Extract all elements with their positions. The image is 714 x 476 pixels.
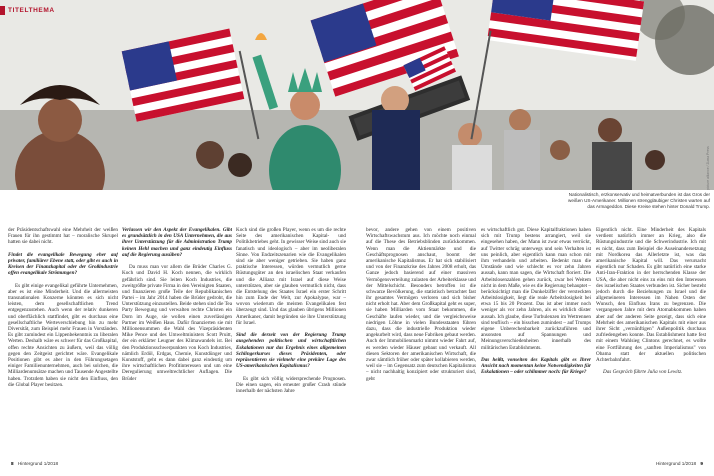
body-paragraph: Es gibt sich völlig widersprechende Prognosen. Die einen sagen, ein erneuter großer Crash stünde innerhalb der nächsten Jahre bbox=[236, 375, 346, 394]
rally-photo-illustration bbox=[0, 0, 714, 190]
text-column-6 bbox=[596, 227, 706, 459]
photo-credit: picture alliance / Zuma Press bbox=[706, 146, 710, 190]
body-paragraph: Es gibt einige evangelikal geführte Unternehmen, aber es ist eine Minderheit. Und die allermeisten transnationalen Konzerne könnten es sich nicht leisten, dem gesellschaftlichen Trend entgegenzustehen. Auch wenn der relativ dunkeren und oberflächlich stattfindet, gibt es durchaus eine gesellschaftliche Werteverschiebung hin zu mehr Diversität, zum Beispiel mehr Frauen in Vorständen. Es gibt zumindest ein Lippenbekenntnis zu liberalen Werten. Deshalb wäre es schwer für das Großkapital, offen rechte Ansichten zu äußern, weil das völlig gegen den Zeitgeist gerichtet wäre. Evangelikale Positionen gibt es aber in den Führungsetagen einiger Familienunternehmen, auch bei solchen, die Milliardenumsätze machen und Tausende Angestellte haben. Trotzdem haben sie nicht den Einfluss, den die Global Player besitzen. bbox=[8, 282, 118, 388]
interview-question: Das heißt, vonseiten des Kapitals gibt es Ihrer Ansicht nach momentan keine Notwendigkeiten für Eskalationen – oder schlimmer noch: für Kriege? bbox=[481, 356, 591, 376]
footer-right-title: Hintergrund 1/2018 bbox=[655, 461, 697, 466]
text-column-2 bbox=[122, 227, 232, 459]
body-paragraph: der Präsidentschaftswahl eine Mehrheit der weißen Frauen für ihn gestimmt hat – moralische Skrupel hatten sie dabei nicht. bbox=[8, 227, 118, 246]
interviewer-note: Das Gespräch führte Julia von Lewitz. bbox=[603, 369, 683, 376]
body-paragraph: Eigentlich nicht. Eine Minderheit des Kapitals verdient natürlich immer an Krieg, also die Rüstungsindustrie und die Schwerindustrie. Ich mit es nicht, dass zum Beispiel die Auseinandersetzung mit Nordkorea das Allerletzte ist, was das amerikanische Kapital will. Das verursacht eigentlich nur Schaden. Es gibt natürlich eine starke Anti-Iran-Fraktion in der herrschenden Klasse der USA, die aber nicht eins zu eins mit den Interessen des israelischen Staates verbunden ist. Sicher besteht jedoch durch die Beziehungen zu Israel und die allgemeineren Interessen im Nahen Osten der Wunsch, den Einfluss Irans zu begrenzen. Die vergangenen Jahre mit dem Atomabkommen haben aber auf der anderen Seite gezeigt, dass sich eine Mehrheit des amerikanischen Kapitals mit einer aus ihrer Sicht „vernünftigen" Außenpolitik durchaus zufriedengeben konnte. Das Establishment hatte fest mit einem Wahlsieg Clintons gerechnet, es wollte eine Fortführung des „sanften Imperialismus" von Obama statt der aktuellen politischen Achterbahnfahrt. bbox=[596, 227, 706, 363]
footer-right bbox=[656, 461, 706, 466]
footer-left bbox=[8, 461, 58, 466]
page-number-left: 8 bbox=[11, 461, 14, 466]
text-column-4 bbox=[366, 227, 476, 459]
photo-caption: Nationalistisch, erzkonservativ und heimatverbunden ist das Gros der weißen US-Amerikaner. Millionen strenggläubiger Christen warten auf das Armageddon. Diese Kreise stehen hinter Donald Trump. bbox=[568, 192, 710, 210]
text-column-3 bbox=[236, 227, 346, 459]
kicker-bar bbox=[0, 6, 5, 15]
interview-question: Verlassen wir den Aspekt der Evangelikalen. Gibt es grundsätzlich in den USA Unternehmen, die aus ihrer Unterstützung für die Administration Trump keinen Hehl machen und ganz eindeutig Einfluss auf die Regierung ausüben? bbox=[122, 227, 232, 258]
section-kicker: TITELTHEMA bbox=[8, 7, 55, 14]
text-column-1 bbox=[8, 227, 118, 459]
text-column-5 bbox=[481, 227, 591, 459]
footer-left-title: Hintergrund 1/2018 bbox=[17, 461, 59, 466]
body-paragraph: es wirtschaftlich gut. Diese Kapitalfraktionen haben sich mit Trump bestens arrangiert, weil sie eingesehen haben, der Mann ist zwar etwas verrückt, auf Twitter schräg unterwegs und sein Verhalten ist uns peinlich, aber eigentlich kann man schon mit ihm verhandeln und arbeiten. Bedenkt man die Umstände und wie schlecht es vor zehn Jahren aussah, kann man sagen, die Wirtschaft floriert. Die Arbeitslosenzahlen gehen zurück, zwar bei Weitem nicht in dem Maße, wie es die Regierung behauptet – berücksichtigt man die Dunkelziffer der versteckten Arbeitslosigkeit, liegt die reale Arbeitslosigkeit bei etwa 15 bis 20 Prozent. Das ist aber immer noch weniger als vor zehn Jahren, als es wirklich düster aussah. Ich glaube, diese Turbulenzen im Wettrennen sind teuflisch – ein bisschen zumindest – auf Trumps eigene Unberechenbarkeit zurückzuführen und ansonsten auf Spannungen und Meinungsverschiedenheiten innerhalb des militärischen Establishments. bbox=[481, 227, 591, 351]
hero-photo bbox=[0, 0, 714, 190]
body-paragraph: Koch sind die großen Player, wenn es um die rechte Seite des amerikanischen Kapital- und Politikbetriebes geht. In gewisser Weise sind auch sie fanatisch und ideologisch – aber im neoliberalen Sinne. Von Endzeitszenarien wie die Evangelikalen sind sie aber weniger getrieben. Sie haben ganz praktische Interessen, würden vermutlich gerne Rüstungsgüter an den israelischen Staat verkaufen und die Allianz mit Israel auf diese Weise unterstützen, aber sie glauben vermutlich nicht, dass die Entstehung des Staates Israel ein erster Schritt hin zum Ende der Welt, zur Apokalypse, war – wovon wiederum die meisten Evangelikalen fest überzeugt sind. Und das glauben übrigens Millionen Amerikaner, damit begründen sie ihre Unterstützung für Israel. bbox=[236, 227, 346, 326]
interview-question: Sind die derzeit von der Regierung Trump ausgehenden politischen und wirtschaftlichen Eskalationen nur das Ergebnis eines allgemeinen Schlingerkurses dieses Präsidenten, oder repräsentieren sie vielmehr eine prekäre Lage des US-amerikanischen Kapitalismus? bbox=[236, 332, 346, 370]
body-paragraph: Da muss man vor allem die Brüder Charles G. Koch und David H. Koch nennen, die wirklich gefährlich sind. Sie leiten Koch Industries, die zweitgrößte private Firma in den Vereinigten Staaten, und finanzieren große Teile der Republikanischen Partei – im Jahr 2014 haben die Brüder gedroht, die Unterstützung einzustellen. Beide stehen sind die Tea Party Bewegung und verwalten rechte Christen ein Dorn im Auge, sie wollen einen zuverlässigen Partner im Weißen Haus. Dafür finanzierten sie mit Millionensummen die Wahl des Vizepräsidenten Mike Pence und des Umweltministers Scott Pruitt, der ein erklärter Leugner des Klimawandels ist. Bei den Produktionsschwerpunkten von Koch Industries, nämlich Erdöl, Erdgas, Chemie, Kunstdünger und Kunststoff, geht es dann dabei ganz eindeutig um ihre wirtschaftlichen Profitinteressen und um eine Deregulierung umweltrechtlicher Auflagen. Die Brüder bbox=[122, 264, 232, 382]
interview-question: Findet die evangelikale Bewegung eher auf privater, familiärer Ebene statt, oder gibt es auch in Kreisen der Finanzkapital oder der Großindustrie offen evangelikale Strömungen? bbox=[8, 251, 118, 277]
page-number-right: 9 bbox=[700, 461, 703, 466]
body-paragraph: bevor, andere gehen von einem positiven Wirtschaftswachstum aus. Ich möchte noch einmal auf die These des Betriebsblinden zurückkommen. Wenn man die Aktienmärkte und die Geschäftsprognosen anschaut, boomt der amerikanische Kapitalismus. Er hat sich stabilisiert und von der Finanzkrise des Jahres 2008 erholt, das Ganze jedoch basierend auf einer massiven Vermögensverteilung zulasten der Arbeiterklasse und der Mittelschicht. Besonders betroffen ist die schwarze Bevölkerung, die statistisch betrachtet fast ihr gesamtes Vermögen verloren und sich bisher nicht erholt hat. Aber dem Großkapital geht es super, sie haben Milliarden vom Staat bekommen, die Geschäfte laufen wieder, und die vergleichsweise niedrigen Löhne in vielen Bundesstaaten führen dazu, dass die industrielle Produktion wieder angekurbelt wird, dass neue Fabriken gebaut werden. Auch der Immobilienmarkt nimmt wieder Fahrt auf, es werden wieder Häuser gebaut und verkauft. All diesen Sektoren der amerikanischen Wirtschaft, die zwar sämtlich früher oder später kollabieren werden, weil sie – im Gegensatz zum deutschen Kapitalismus – nicht nachhaltig konzipiert oder strukturiert sind, geht bbox=[366, 227, 476, 382]
